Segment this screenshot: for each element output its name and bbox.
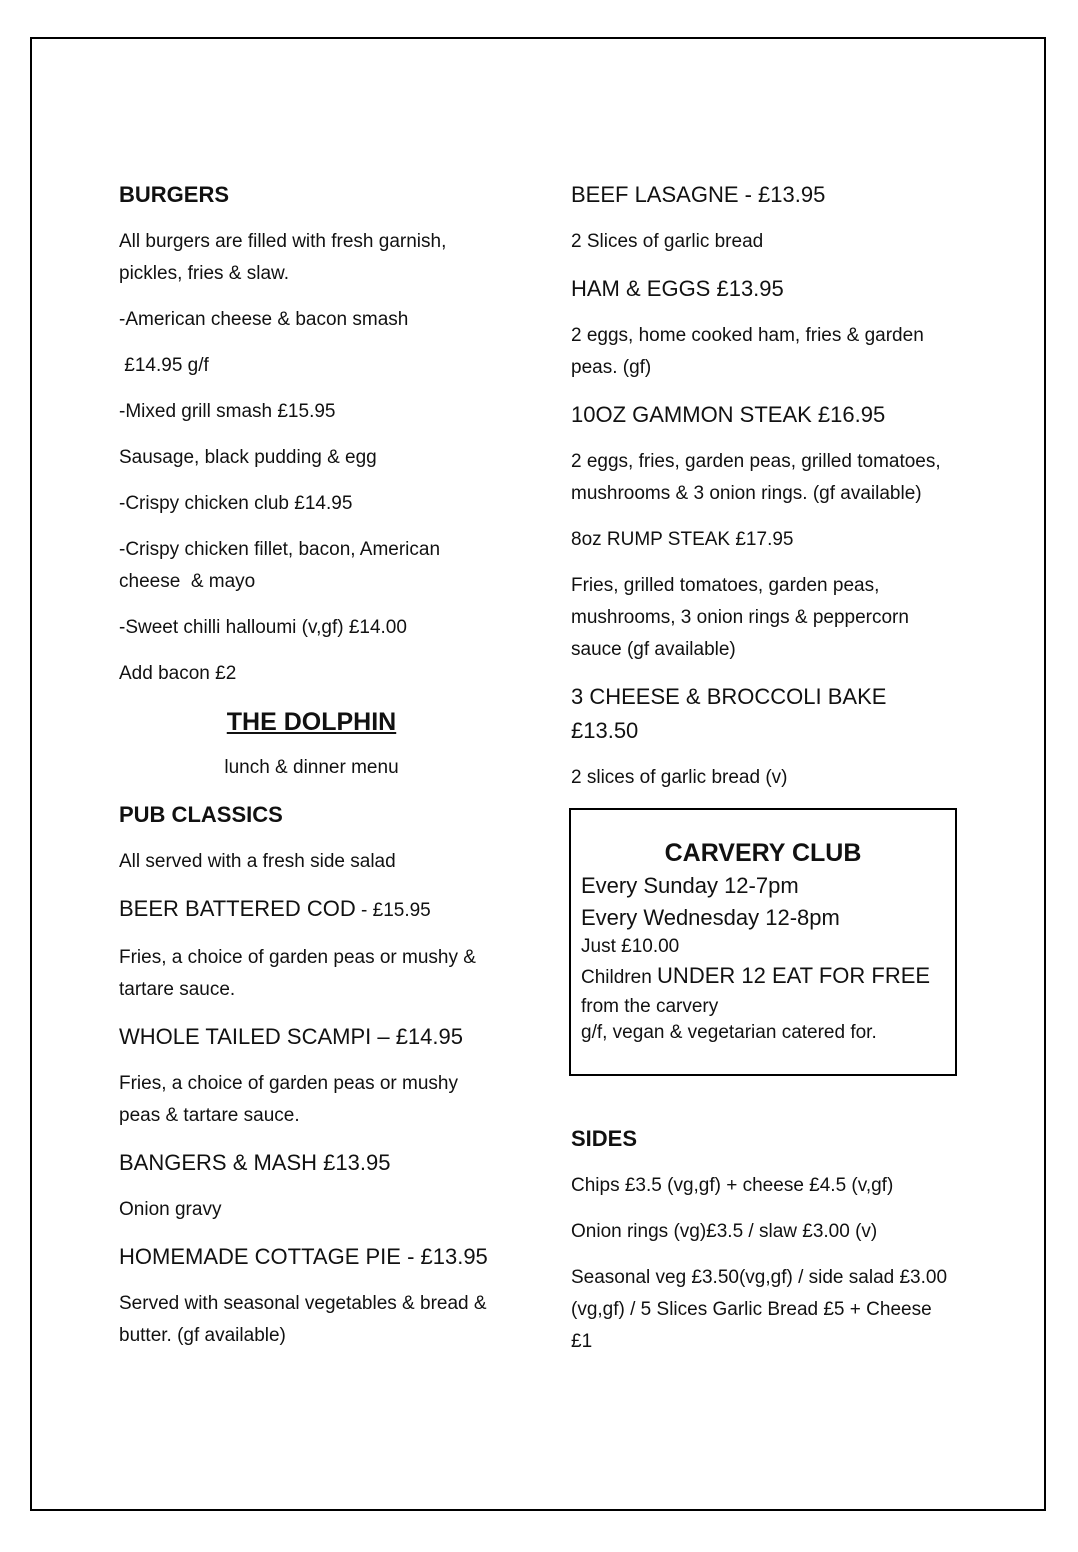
carvery-children xyxy=(581,960,945,994)
item-name-text: BEER BATTERED COD xyxy=(119,896,356,921)
menu-item-name: BANGERS & MASH £13.95 xyxy=(119,1150,391,1175)
menu-item-name: HAM & EGGS £13.95 xyxy=(571,276,784,301)
side-line: Seasonal veg £3.50(vg,gf) / side salad £3.00 (vg,gf) / 5 Slices Garlic Bread £5 + Cheese £1 xyxy=(571,1267,948,1352)
menu-item-name: HOMEMADE COTTAGE PIE - £13.95 xyxy=(119,1244,488,1269)
menu-subtitle: lunch & dinner menu xyxy=(224,757,399,778)
menu-item-name xyxy=(119,892,504,928)
menu-item-desc: Served with seasonal vegetables & bread & butter. (gf available) xyxy=(119,1293,487,1346)
left-column xyxy=(119,178,504,1366)
pub-classics-heading: PUB CLASSICS xyxy=(119,802,283,827)
burger-line: -Mixed grill smash £15.95 xyxy=(119,401,336,422)
children-prefix: Children xyxy=(581,967,658,988)
side-line: Chips £3.5 (vg,gf) + cheese £4.5 (v,gf) xyxy=(571,1175,894,1196)
menu-item-name: 10OZ GAMMON STEAK £16.95 xyxy=(571,402,886,427)
menu-item-desc: 2 slices of garlic bread (v) xyxy=(571,767,788,788)
side-line: Onion rings (vg)£3.5 / slaw £3.00 (v) xyxy=(571,1221,878,1242)
sides-heading: SIDES xyxy=(571,1126,638,1151)
spacer xyxy=(571,1076,956,1122)
menu-item-desc: Fries, a choice of garden peas or mushy peas & tartare sauce. xyxy=(119,1073,459,1126)
burger-line: -American cheese & bacon smash xyxy=(119,309,409,330)
burger-line: £14.95 g/f xyxy=(119,355,209,376)
menu-item-desc: 2 Slices of garlic bread xyxy=(571,231,764,252)
carvery-catered: g/f, vegan & vegetarian catered for. xyxy=(581,1022,877,1043)
menu-item-name: 3 CHEESE & BROCCOLI BAKE £13.50 xyxy=(571,684,887,743)
burger-line: -Sweet chilli halloumi (v,gf) £14.00 xyxy=(119,617,407,638)
menu-item-desc: Fries, a choice of garden peas or mushy & tartare sauce. xyxy=(119,947,476,1000)
carvery-price: Just £10.00 xyxy=(581,936,680,957)
children-offer: UNDER 12 EAT FOR FREE xyxy=(657,963,931,988)
menu-item-desc: 2 eggs, fries, garden peas, grilled tomatoes, mushrooms & 3 onion rings. (gf available) xyxy=(571,451,941,504)
burger-line: Add bacon £2 xyxy=(119,663,237,684)
menu-item-desc: Fries, grilled tomatoes, garden peas, mushrooms, 3 onion rings & peppercorn sauce (gf available) xyxy=(571,575,909,660)
burger-line: -Crispy chicken club £14.95 xyxy=(119,493,353,514)
menu-item-desc: 2 eggs, home cooked ham, fries & garden peas. (gf) xyxy=(571,325,924,378)
carvery-sunday: Every Sunday 12-7pm xyxy=(581,873,799,898)
menu-item-name: BEEF LASAGNE - £13.95 xyxy=(571,182,826,207)
carvery-title: CARVERY CLUB xyxy=(664,839,862,867)
pub-classics-intro: All served with a fresh side salad xyxy=(119,851,396,872)
menu-item-name: 8oz RUMP STEAK £17.95 xyxy=(571,529,794,550)
menu-item-name: WHOLE TAILED SCAMPI – £14.95 xyxy=(119,1024,463,1049)
menu-item-desc: Onion gravy xyxy=(119,1199,222,1220)
restaurant-title: THE DOLPHIN xyxy=(226,708,397,736)
burger-line: Sausage, black pudding & egg xyxy=(119,447,377,468)
carvery-from: from the carvery xyxy=(581,996,719,1017)
right-column xyxy=(571,178,956,1372)
item-price-text: - £15.95 xyxy=(355,900,431,921)
burgers-heading: BURGERS xyxy=(119,182,230,207)
carvery-club-box xyxy=(569,808,957,1076)
burgers-intro: All burgers are filled with fresh garnish, pickles, fries & slaw. xyxy=(119,231,447,284)
burger-line: -Crispy chicken fillet, bacon, American cheese & mayo xyxy=(119,539,446,592)
carvery-wednesday: Every Wednesday 12-8pm xyxy=(581,905,840,930)
